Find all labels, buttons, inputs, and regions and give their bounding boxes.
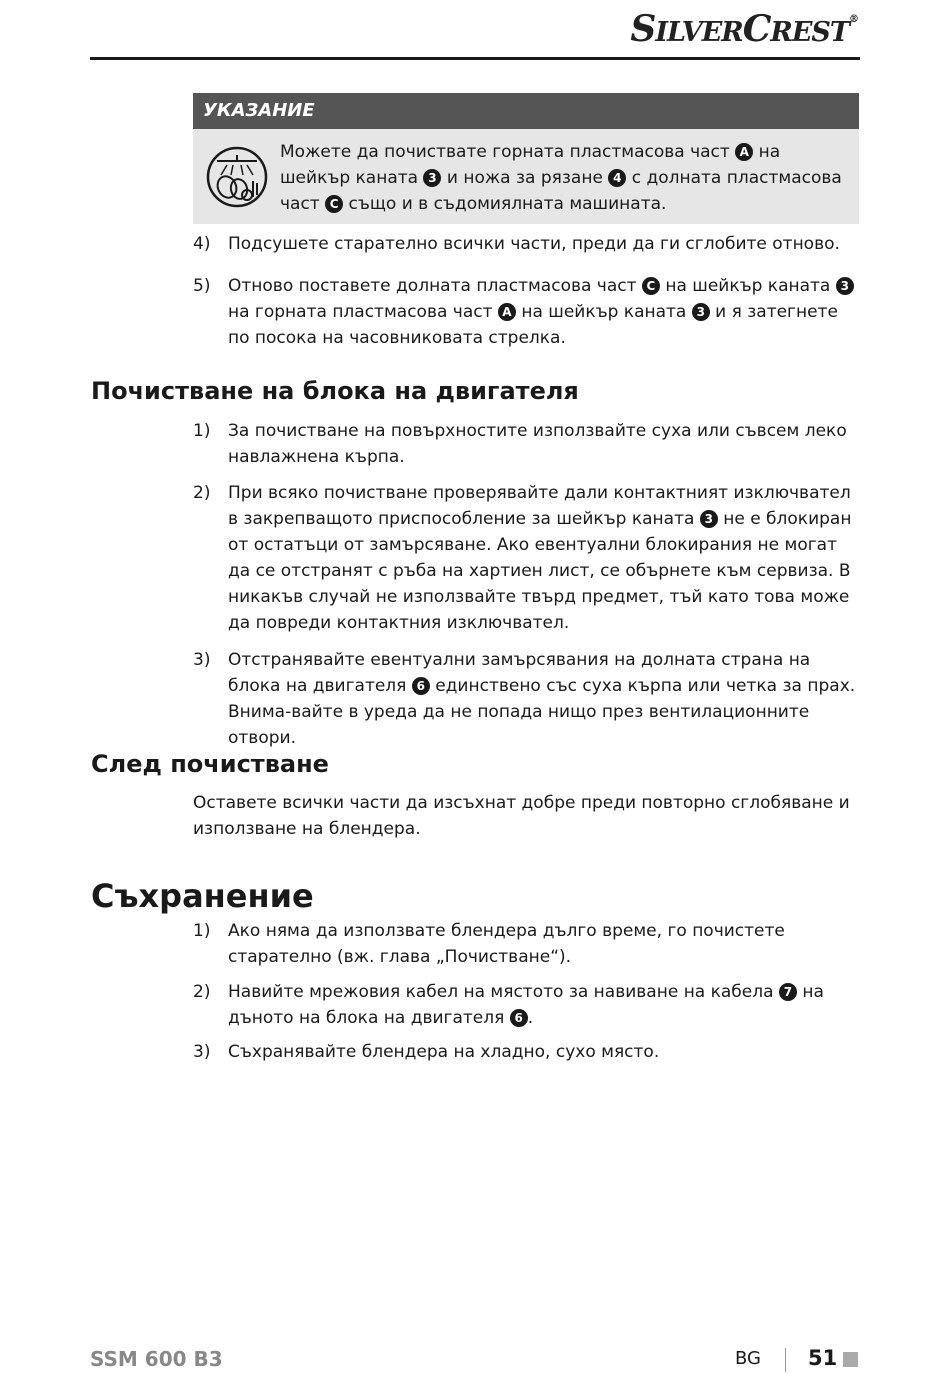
part-7-badge: 7 xyxy=(779,983,797,1001)
part-3-badge: 3 xyxy=(836,277,854,295)
list-item: 4) Подсушете старателно всички части, преди да ги сглобите отново. xyxy=(193,234,840,254)
brand-logo: SILVERCREST® xyxy=(630,8,858,50)
list-item: 2) При всяко почистване проверявайте дали контактният изключвател в закрепващото приспособление за шейкър каната 3 не е блокиран от остатъци от замърсяване. Ако евентуални блокирания не могат да се отстранят с ръба на хартиен лист, се обърнете към сервиза. В никакъв случай не използвайте твърд предмет, тъй като това може да повреди контактния изключвател. xyxy=(193,483,852,633)
note-box xyxy=(193,93,859,224)
footer-model: SSM 600 B3 xyxy=(90,1347,223,1371)
list-item: 1) Ако няма да използвате блендера дълго време, го почистете старателно (вж. глава „Почистване“). xyxy=(193,921,785,967)
header-rule xyxy=(90,57,860,60)
section-heading-storage: Съхранение xyxy=(91,877,314,915)
part-a-badge: A xyxy=(735,143,753,161)
page-number: 51 xyxy=(808,1346,838,1370)
part-a-badge: A xyxy=(498,303,516,321)
list-item: 5) Отново поставете долната пластмасова част C на шейкър каната 3 на горната пластмасова част A на шейкър каната 3 и я затегнете по посока на часовниковата стрелка. xyxy=(193,273,859,351)
section-heading-after: След почистване xyxy=(91,750,329,778)
list-item: 3) Отстранявайте евентуални замърсявания на долната страна на блока на двигателя 6 единствено със суха кърпа или четка за прах. Внима-вайте в уреда да не попада нищо през вентилационните отвори. xyxy=(193,650,856,748)
part-3-badge: 3 xyxy=(423,169,441,187)
list-item: 2) Навийте мрежовия кабел на мястото за навиване на кабела 7 на дъното на блока на двигателя 6 . xyxy=(193,982,824,1028)
after-paragraph: Оставете всички части да изсъхнат добре преди повторно сглобяване и използване на блендера. xyxy=(193,793,850,839)
part-6-badge: 6 xyxy=(412,677,430,695)
footer-divider xyxy=(785,1348,786,1372)
part-3-badge: 3 xyxy=(700,510,718,528)
part-4-badge: 4 xyxy=(608,169,626,187)
part-6-badge: 6 xyxy=(510,1009,528,1027)
list-item: 1) За почистване на повърхностите използвайте суха или съвсем леко навлажнена кърпа. xyxy=(193,421,847,467)
note-text: Можете да почиствате горната пластмасова част A на шейкър каната 3 и ножа за рязане 4 с долната пластмасова част C също и в съдомиялната машината. xyxy=(280,142,842,214)
footer-square-icon xyxy=(843,1352,858,1367)
part-c-badge: C xyxy=(642,277,660,295)
note-heading: УКАЗАНИЕ xyxy=(193,93,859,129)
dishwasher-icon xyxy=(205,145,269,209)
list-item: 3) Съхранявайте блендера на хладно, сухо място. xyxy=(193,1042,660,1062)
part-c-badge: C xyxy=(325,195,343,213)
section-heading-motor: Почистване на блока на двигателя xyxy=(91,377,579,405)
part-3-badge: 3 xyxy=(692,303,710,321)
footer-language: BG xyxy=(735,1348,761,1369)
